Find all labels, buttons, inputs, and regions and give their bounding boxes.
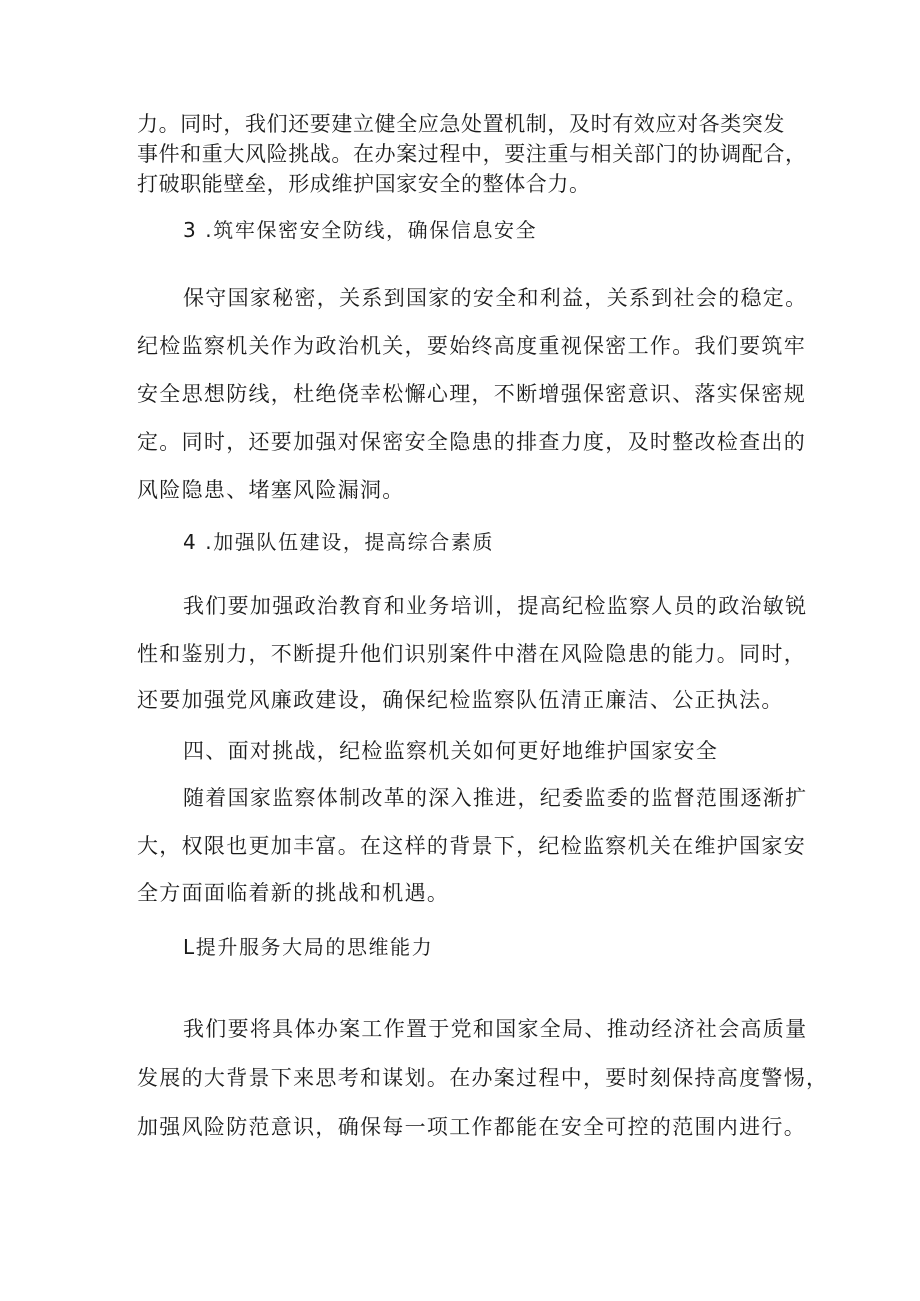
- paragraph-challenge-line: 全方面面临着新的挑战和机遇。: [137, 881, 450, 905]
- paragraph-intro-line: 事件和重大风险挑战。在办案过程中，要注重与相关部门的协调配合，: [137, 142, 807, 166]
- section-heading-4: 四、面对挑战，纪检监察机关如何更好地维护国家安全: [183, 739, 719, 763]
- paragraph-security-line: 纪检监察机关作为政治机关，要始终高度重视保密工作。我们要筑牢: [137, 334, 806, 358]
- paragraph-overall-line: 发展的大背景下来思考和谋划。在办案过程中，要时刻保持高度警惕，: [137, 1066, 829, 1090]
- paragraph-challenge-line: 随着国家监察体制改革的深入推进，纪委监委的监督范围逐渐扩: [183, 786, 808, 810]
- paragraph-team-line: 性和鉴别力，不断提升他们识别案件中潜在风险隐患的能力。同时，: [137, 642, 806, 666]
- paragraph-intro-line: 打破职能壁垒，形成维护国家安全的整体合力。: [137, 172, 591, 196]
- paragraph-security-line: 保守国家秘密，关系到国家的安全和利益，关系到社会的稳定。: [183, 286, 808, 310]
- heading-3: 3 .筑牢保密安全防线，确保信息安全: [183, 218, 538, 242]
- subheading-l: L提升服务大局的思维能力: [183, 935, 434, 959]
- paragraph-intro-line: 力。同时，我们还要建立健全应急处置机制，及时有效应对各类突发: [137, 112, 785, 136]
- heading-4: 4 .加强队伍建设，提高综合素质: [183, 530, 495, 554]
- paragraph-security-line: 定。同时，还要加强对保密安全隐患的排查力度，及时整改检查出的: [137, 430, 806, 454]
- paragraph-team-line: 还要加强党风廉政建设，确保纪检监察队伍清正廉洁、公正执法。: [137, 688, 784, 712]
- paragraph-team-line: 我们要加强政治教育和业务培训，提高纪检监察人员的政治敏锐: [183, 594, 808, 618]
- paragraph-security-line: 风险隐患、堵塞风险漏洞。: [137, 478, 405, 502]
- paragraph-challenge-line: 大，权限也更加丰富。在这样的背景下，纪检监察机关在维护国家安: [137, 834, 806, 858]
- paragraph-overall-line: 加强风险防范意识，确保每一项工作都能在安全可控的范围内进行。: [137, 1115, 806, 1139]
- paragraph-overall-line: 我们要将具体办案工作置于党和国家全局、推动经济社会高质量: [183, 1017, 808, 1041]
- paragraph-security-line: 安全思想防线，杜绝侥幸松懈心理，不断增强保密意识、落实保密规: [137, 382, 806, 406]
